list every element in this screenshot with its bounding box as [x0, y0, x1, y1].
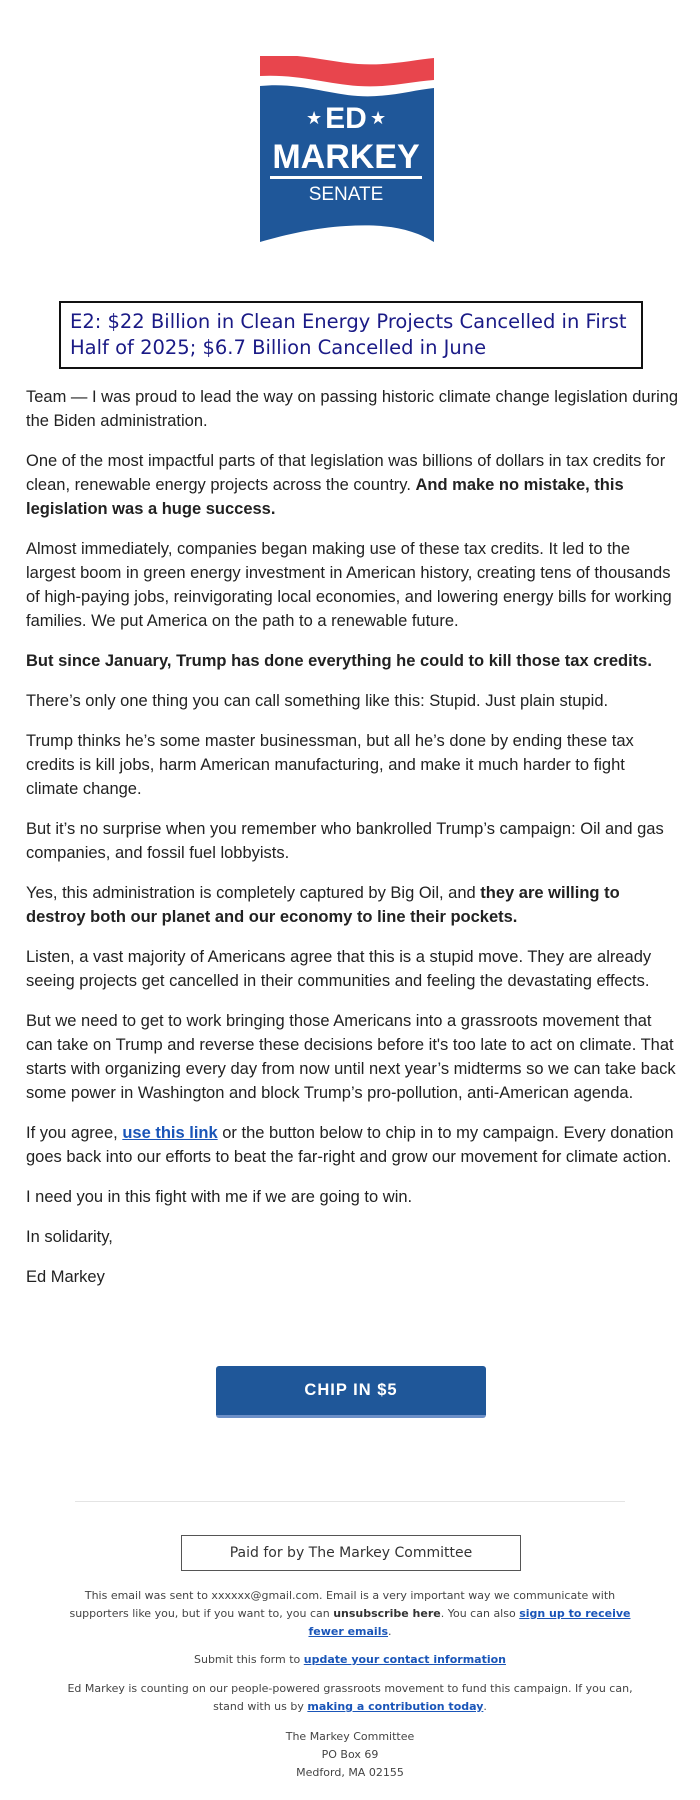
logo-line-markey: MARKEY [272, 138, 420, 176]
bold-text: And make no mistake, this legislation was a huge success. [26, 476, 624, 518]
footer-divider [75, 1501, 625, 1502]
paragraph: Listen, a vast majority of Americans agree that this is a stupid move. They are already seeing projects get cancelled in their communities and feeling the devastating effects. [26, 948, 652, 990]
paragraph: But we need to get to work bringing those Americans into a grassroots movement that can take on Trump and reverse these decisions before it's too late to act on climate. That starts with organizing every day from now until next year’s midterms so we can take back some power in Washington and block Trump’s pro-pollution, anti-American agenda. [26, 1012, 676, 1102]
bold-text: But since January, Trump has done everything he could to kill those tax credits. [26, 652, 652, 670]
paragraph: But it’s no surprise when you remember who bankrolled Trump’s campaign: Oil and gas companies, and fossil fuel lobbyists. [26, 820, 664, 862]
paragraph: There’s only one thing you can call something like this: Stupid. Just plain stupid. [26, 692, 609, 710]
chip-in-button[interactable]: CHIP IN $5 [216, 1366, 486, 1418]
bold-text: they are willing to destroy both our planet and our economy to line their pockets. [26, 884, 620, 926]
star-icon: ★ [306, 108, 323, 129]
sign-off: In solidarity, [26, 1228, 113, 1246]
logo-line-senate: SENATE [308, 184, 384, 205]
paid-for-disclaimer: Paid for by The Markey Committee [181, 1535, 521, 1571]
star-icon: ★ [370, 108, 387, 129]
make-contribution-link[interactable]: making a contribution today [307, 1700, 484, 1713]
logo-rule-top [270, 176, 422, 179]
footer-email-notice: This email was sent to xxxxxx@gmail.com. Email is a very important way we communicate with supporters like you, but if you want to, you can unsubscribe here. You can also sign up to receive fewer emails. [69, 1589, 631, 1638]
ed-markey-senate-logo [258, 56, 434, 242]
footer-contribution-notice: Ed Markey is counting on our people-powered grassroots movement to fund this campaign. If you can, stand with us by making a contribution today. [67, 1682, 633, 1713]
paragraph: One of the most impactful parts of that legislation was billions of dollars in tax credits for clean, renewable energy projects across the country. And make no mistake, this legislation was a huge success. [26, 452, 666, 518]
paragraph: Almost immediately, companies began making use of these tax credits. It led to the largest boom in green energy investment in American history, creating tens of thousands of high-paying jobs, reinvigorating local economies, and lowering energy bills for working families. We put America on the path to a renewable future. [26, 540, 672, 630]
paragraph: If you agree, use this link or the button below to chip in to my campaign. Every donation goes back into our efforts to beat the far-right and grow our movement for climate action. [26, 1124, 674, 1166]
paragraph: Trump thinks he’s some master businessman, but all he’s done by ending these tax credits is kill jobs, harm American manufacturing, and make it much harder to fight climate change. [26, 732, 634, 798]
footer-address [60, 1728, 640, 1782]
use-this-link[interactable]: use this link [122, 1124, 218, 1142]
address-line: Medford, MA 02155 [296, 1766, 404, 1779]
letter-content [26, 385, 681, 1305]
logo-red-stripe [260, 56, 434, 86]
paragraph [26, 649, 681, 673]
headline: E2: $22 Billion in Clean Energy Projects Cancelled in First Half of 2025; $6.7 Billion Cancelled in June [70, 310, 627, 359]
address-line: PO Box 69 [321, 1748, 379, 1761]
fewer-emails-link[interactable]: sign up to receive fewer emails [308, 1607, 631, 1638]
update-contact-link[interactable]: update your contact information [303, 1653, 506, 1666]
headline-box [59, 301, 643, 369]
signature: Ed Markey [26, 1268, 105, 1286]
paragraph: I need you in this fight with me if we are going to win. [26, 1188, 413, 1206]
unsubscribe-link[interactable]: unsubscribe here [333, 1607, 441, 1620]
logo-line-ed: ED [325, 102, 367, 135]
paragraph: Team — I was proud to lead the way on passing historic climate change legislation during the Biden administration. [26, 388, 679, 430]
paragraph: Yes, this administration is completely captured by Big Oil, and they are willing to destroy both our planet and our economy to line their pockets. [26, 884, 620, 926]
footer-contact-update: Submit this form to update your contact information [193, 1653, 506, 1666]
address-line: The Markey Committee [285, 1730, 415, 1743]
